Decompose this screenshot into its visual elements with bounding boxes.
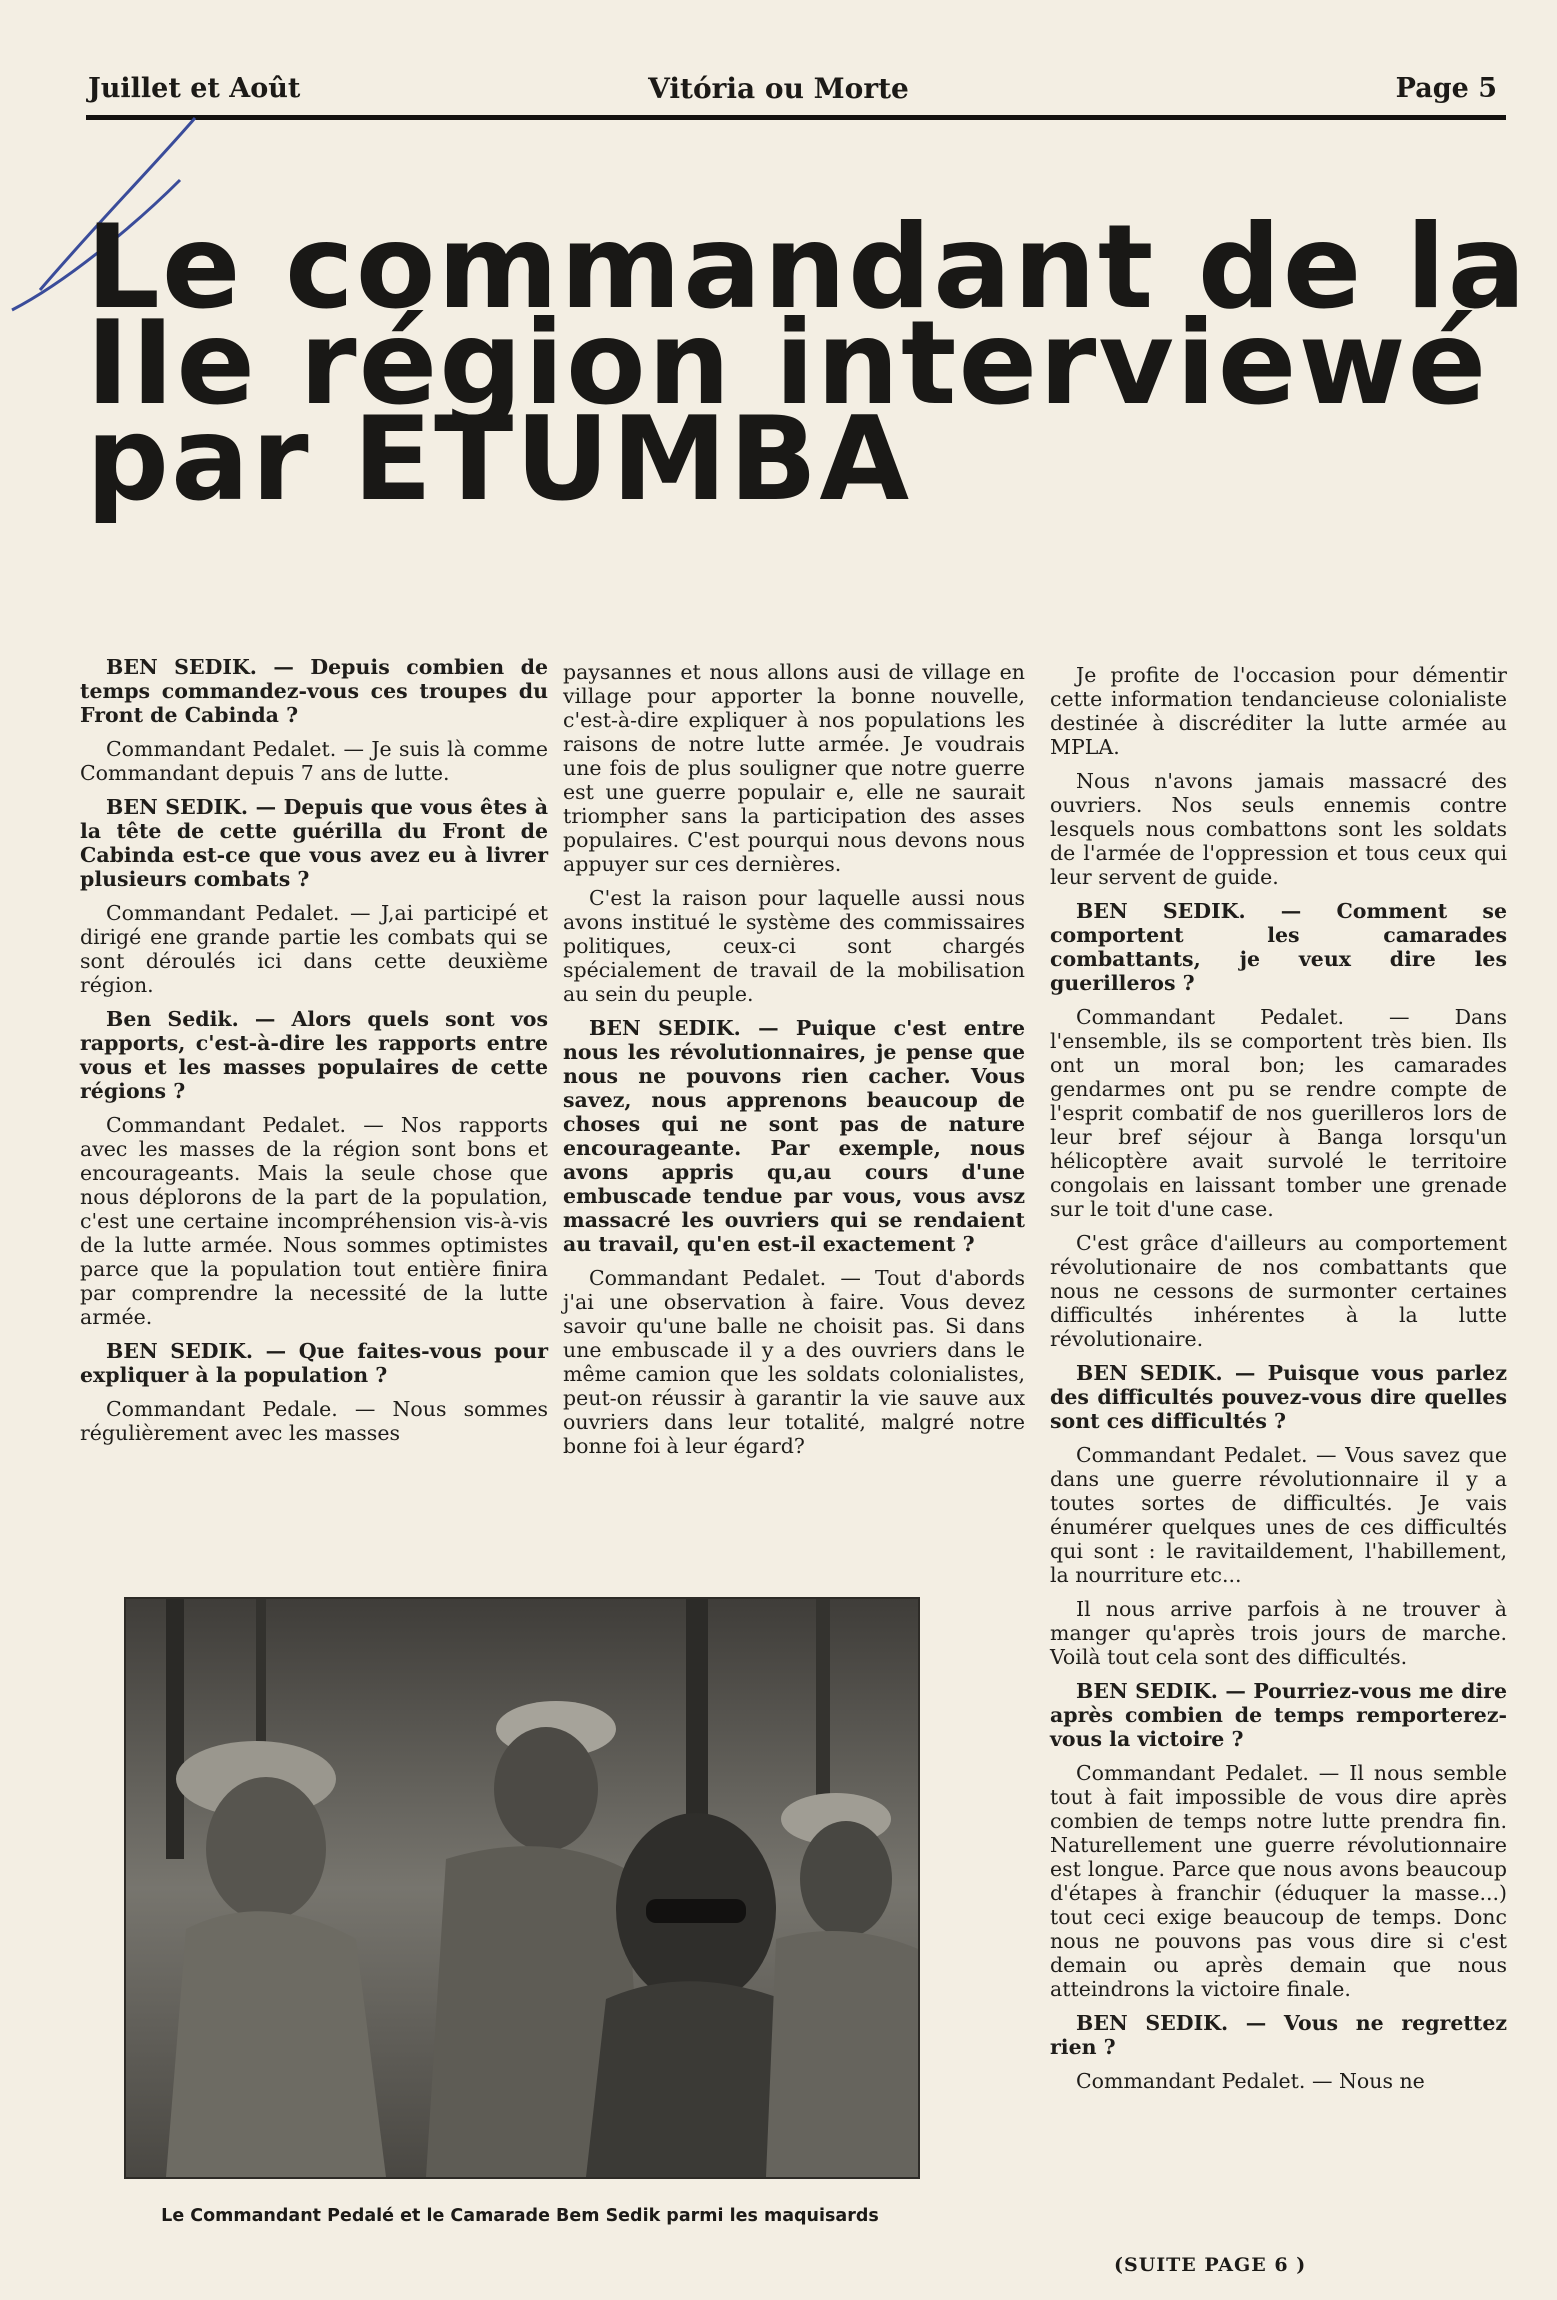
- question: BEN SEDIK. — Depuis combien de temps commandez-vous ces troupes du Front de Cabinda ?: [80, 655, 548, 727]
- photo-caption: Le Commandant Pedalé et le Camarade Bem Sedik parmi les maquisards: [161, 2206, 879, 2226]
- answer: Commandant Pedale. — Nous sommes régulièrement avec les masses: [80, 1397, 548, 1445]
- article-column-3: [1050, 663, 1507, 2103]
- header-rule: [86, 115, 1506, 120]
- publication-title: Vitória ou Morte: [648, 72, 909, 105]
- answer: Commandant Pedalet. — Tout d'abords j'ai une observation à faire. Vous devez savoir qu'une balle ne choisit pas. Si dans une embuscade il y a des ouvriers dans le même camion que les soldats colonialistes, peut-on réussir à garantir la vie sauve aux ouvriers dans leur totalité, malgré notre bonne foi à leur égard?: [563, 1266, 1025, 1458]
- question: BEN SEDIK. — Comment se comportent les camarades combattants, je veux dire les guerilleros ?: [1050, 899, 1507, 995]
- headline-line-2: IIe région interviewé: [86, 296, 1489, 431]
- continued-note: (SUITE PAGE 6 ): [1114, 2254, 1307, 2276]
- paragraph: Nous n'avons jamais massacré des ouvriers. Nos seuls ennemis contre lesquels nous combattons sont les soldats de l'armée de l'oppression et tous ceux qui leur servent de guide.: [1050, 769, 1507, 889]
- answer: Commandant Pedalet. — Nous ne: [1076, 2069, 1425, 2093]
- answer: Commandant Pedalet. — J,ai participé et dirigé ene grande partie les combats qui se sont déroulés ici dans cette deuxième région.: [80, 901, 548, 997]
- answer: Commandant Pedalet. — Dans l'ensemble, ils se comportent très bien. Ils ont un moral bon; les camarades gendarmes ont pu se rendre compte de l'esprit combatif de nos guerilleros lors de leur bref séjour à Banga lorsqu'un hélicoptère avait survolé le territoire congolais en laissant tomber une grenade sur le toit d'une case.: [1050, 1005, 1507, 1221]
- headline-line-1: Le commandant de la: [86, 200, 1528, 335]
- photo-guerrillas: [124, 1597, 920, 2179]
- paragraph: C'est la raison pour laquelle aussi nous avons institué le système des commissaires politiques, ceux-ci sont chargés spécialement de travail de la mobilisation au sein du peuple.: [563, 886, 1025, 1006]
- answer: Commandant Pedalet. — Je suis là comme Commandant depuis 7 ans de lutte.: [80, 737, 548, 785]
- article-column-2: [563, 660, 1025, 1468]
- question: BEN SEDIK. — Pourriez-vous me dire après combien de temps remporterez-vous la victoire ?: [1050, 1679, 1507, 1751]
- question: BEN SEDIK. — Puique c'est entre nous les révolutionnaires, je pense que nous ne pouvons rien cacher. Vous savez, nous apprenons beaucoup de choses qui ne sont pas de nature encourageante. Par exemple, nous avons appris qu,au cours d'une embuscade tendue par vous, vous avsz massacré les ouvriers qui se rendaient au travail, qu'en est-il exactement ?: [563, 1016, 1025, 1256]
- paragraph: C'est grâce d'ailleurs au comportement révolutionaire de nos combattants que nous ne cessons de surmonter certaines difficultés inhérentes à la lutte révolutionaire.: [1050, 1231, 1507, 1351]
- headline: [86, 200, 1528, 527]
- paragraph: Il nous arrive parfois à ne trouver à manger qu'après trois jours de marche. Voilà tout cela sont des difficultés.: [1050, 1597, 1507, 1669]
- answer: Commandant Pedalet. — Vous savez que dans une guerre révolutionnaire il y a toutes sortes de difficultés. Je vais énumérer quelques unes de ces difficultés qui sont : le ravitaildement, l'habillement, la nourriture etc...: [1050, 1443, 1507, 1587]
- paragraph: paysannes et nous allons ausi de village en village pour apporter la bonne nouvelle, c'est-à-dire expliquer à nos populations les raisons de notre lutte armée. Je voudrais une fois de plus souligner que notre guerre est une guerre populair e, elle ne saurait triompher sans la participation des asses populaires. C'est pourqui nous devons nous appuyer sur ces dernières.: [563, 660, 1025, 876]
- question: Ben Sedik. — Alors quels sont vos rapports, c'est-à-dire les rapports entre vous et les masses populaires de cette régions ?: [80, 1007, 548, 1103]
- page-number: Page 5: [1395, 73, 1497, 104]
- article-column-1: [80, 655, 548, 1455]
- question: BEN SEDIK. — Vous ne regrettez rien ?: [1050, 2011, 1507, 2059]
- photo-image: [126, 1599, 918, 2177]
- paragraph: Je profite de l'occasion pour démentir cette information tendancieuse colonialiste destinée à discréditer la lutte armée au MPLA.: [1050, 663, 1507, 759]
- answer: Commandant Pedalet. — Nos rapports avec les masses de la région sont bons et encourageants. Mais la seule chose que nous déplorons de la part de la population, c'est une certaine incompréhension vis-à-vis de la lutte armée. Nous sommes optimistes parce que la population tout entière finira par comprendre la necessité de la lutte armée.: [80, 1113, 548, 1329]
- issue-date: Juillet et Août: [88, 73, 301, 104]
- headline-line-3: par ETUMBA: [86, 392, 912, 527]
- question: BEN SEDIK. — Puisque vous parlez des difficultés pouvez-vous dire quelles sont ces difficultés ?: [1050, 1361, 1507, 1433]
- answer: Commandant Pedalet. — Il nous semble tout à fait impossible de vous dire après combien de temps notre lutte prendra fin. Naturellement une guerre révolutionnaire est longue. Parce que nous avons beaucoup d'étapes à franchir (éduquer la masse...) tout ceci exige beaucoup de temps. Donc nous ne pouvons pas vous dire si c'est demain ou après demain que nous atteindrons la victoire finale.: [1050, 1761, 1507, 2001]
- question: BEN SEDIK. — Depuis que vous êtes à la tête de cette guérilla du Front de Cabinda est-ce que vous avez eu à livrer plusieurs combats ?: [80, 795, 548, 891]
- question: BEN SEDIK. — Que faites-vous pour expliquer à la population ?: [80, 1339, 548, 1387]
